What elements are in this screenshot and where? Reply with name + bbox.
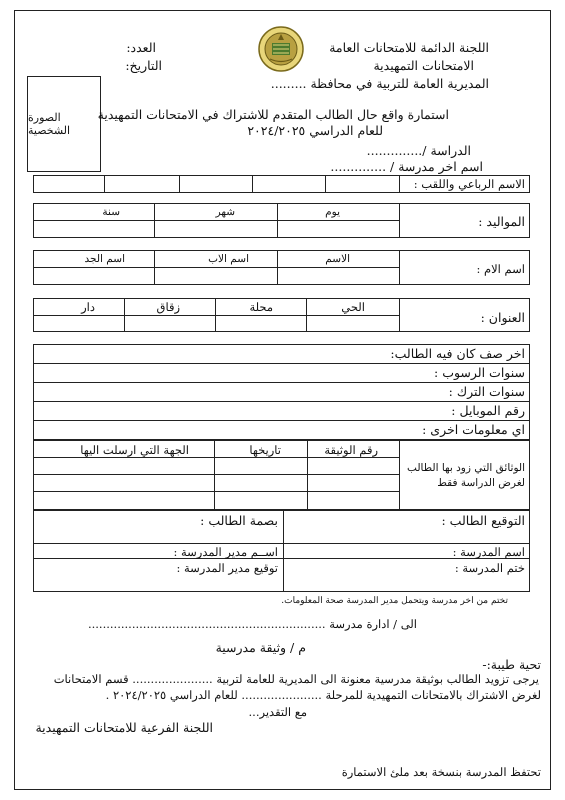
form-title-line1: استمارة واقع حال الطالب المتقدم للاشتراك في الامتحانات التمهيدية: [97, 107, 449, 122]
last-class-field[interactable]: [34, 345, 404, 362]
student-fingerprint-field[interactable]: [34, 511, 204, 542]
photo-box-label: الصورة الشخصية: [28, 111, 71, 137]
school-name-label: اسم المدرسة :: [452, 545, 525, 559]
birth-year-field[interactable]: [34, 221, 153, 237]
header-committee: اللجنة الدائمة للامتحانات العامة: [329, 40, 489, 55]
address-house-field[interactable]: [34, 316, 123, 331]
header-number-label: العدد:: [126, 40, 156, 55]
mother-label: اسم الام :: [476, 262, 525, 276]
letter-body-2: لغرض الاشتراك بالامتحانات التمهيدية للمرحلة ...................... للعام الدراسي ٢٠٢٤/٢٠٢٥ .: [105, 688, 541, 702]
form-title-line2: للعام الدراسي ٢٠٢٤/٢٠٢٥: [247, 123, 383, 138]
emblem-logo: [258, 26, 304, 72]
principal-name-label: اســم مدير المدرسة :: [173, 545, 278, 559]
address-alley-field[interactable]: [125, 316, 214, 331]
mother-father-field[interactable]: [155, 268, 276, 284]
letter-body-1: يرجى تزويد الطالب بوثيقة مدرسية معنونة الى المديرية للعامة لتربية ...................... قسم الامتحانات: [53, 672, 539, 686]
header-directorate: المديرية العامة للتربية في محافظة .........: [270, 76, 489, 91]
header-date-label: التاريخ:: [125, 58, 162, 73]
mobile-number-field[interactable]: [34, 402, 454, 419]
doc-recipient-header: الجهة التي ارسلت اليها: [80, 443, 189, 457]
small-note: تختم من اخر مدرسة ويتحمل مدير المدرسة صحة المعلومات.: [281, 596, 508, 606]
principal-signature-label: توقيع مدير المدرسة :: [176, 561, 278, 575]
photo-box: [27, 76, 101, 172]
student-signature-field[interactable]: [284, 511, 444, 542]
full-name-field[interactable]: [34, 176, 398, 192]
birth-year-header: سنة: [102, 206, 120, 218]
mother-name-header: الاسم: [325, 253, 350, 265]
doc-row-1[interactable]: [34, 458, 398, 473]
last-school-line: اسم اخر مدرسة / ..............: [330, 159, 483, 174]
mobile-number-label: رقم الموبايل :: [451, 403, 525, 418]
other-info-field[interactable]: [34, 421, 429, 439]
address-district-field[interactable]: [307, 316, 398, 331]
student-signature-label: التوقيع الطالب :: [441, 513, 525, 528]
address-label: العنوان :: [480, 310, 525, 325]
birth-month-field[interactable]: [155, 221, 276, 237]
documents-label-line2: لغرض الدراسة فقط: [437, 477, 525, 489]
birth-day-header: يوم: [325, 206, 340, 218]
full-name-label: الاسم الرباعي واللقب :: [413, 177, 525, 191]
documents-label-line1: الوثائق التي زود بها الطالب: [407, 462, 525, 474]
mother-grandfather-header: اسم الجد: [84, 253, 125, 265]
student-fingerprint-label: بصمة الطالب :: [200, 513, 278, 528]
mother-father-header: اسم الاب: [208, 253, 249, 265]
failure-years-field[interactable]: [34, 364, 434, 381]
study-line: الدراسة /..............: [366, 143, 471, 158]
address-mahalla-field[interactable]: [216, 316, 305, 331]
failure-years-label: سنوات الرسوب :: [434, 365, 525, 380]
mother-name-field[interactable]: [278, 268, 398, 284]
doc-row-3[interactable]: [34, 492, 398, 509]
address-alley-header: زقاق: [156, 300, 180, 314]
doc-number-header: رقم الوثيقة: [324, 443, 378, 457]
letter-subject: م / وثيقة مدرسية: [215, 640, 306, 655]
address-district-header: الحي: [341, 300, 365, 314]
letter-regards: مع التقدير...: [248, 705, 307, 719]
birth-label: المواليد :: [478, 214, 525, 229]
dropout-years-label: سنوات الترك :: [448, 384, 525, 399]
birth-month-header: شهر: [215, 206, 235, 218]
mother-grandfather-field[interactable]: [34, 268, 153, 284]
doc-row-2[interactable]: [34, 475, 398, 490]
other-info-label: اي معلومات اخرى :: [422, 422, 525, 437]
doc-date-header: تاريخها: [249, 443, 281, 457]
dropout-years-field[interactable]: [34, 383, 444, 400]
subcommittee-name: اللجنة الفرعية للامتحانات التمهيدية: [35, 720, 213, 735]
address-mahalla-header: محلة: [249, 300, 273, 314]
school-stamp-label: ختم المدرسة :: [454, 561, 525, 575]
letter-to: الى / ادارة مدرسة .................................................................: [87, 617, 417, 631]
last-class-label: اخر صف كان فيه الطالب:: [390, 346, 525, 361]
birth-day-field[interactable]: [278, 221, 398, 237]
header-exams: الامتحانات التمهيدية: [373, 58, 474, 73]
letter-greeting: تحية طيبة:-: [482, 657, 541, 672]
address-house-header: دار: [81, 300, 95, 314]
footer-note: تحتفظ المدرسة بنسخة بعد ملئ الاستمارة: [341, 765, 541, 779]
